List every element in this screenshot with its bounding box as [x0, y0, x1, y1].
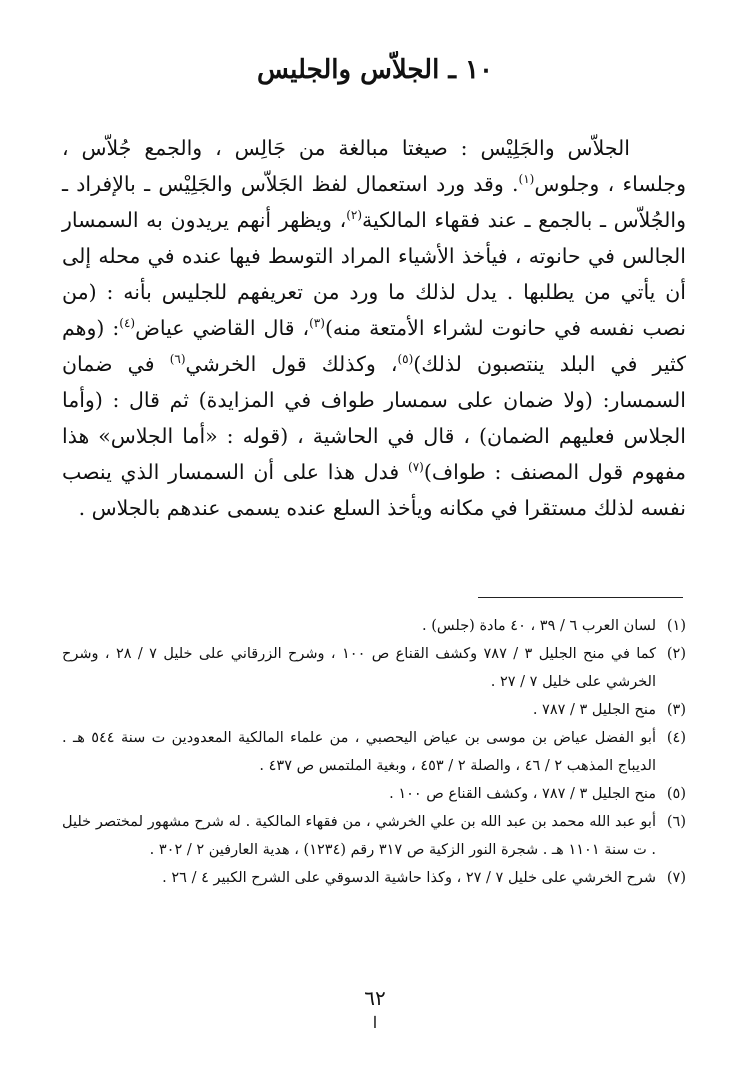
- footnote-text: كما في منح الجليل ٣ / ٧٨٧ وكشف القناع ص ١٠٠ ، وشرح الزرقاني على خليل ٧ / ٢٨ ، وشرح الخرشي على خليل ٧ / ٢٧ .: [62, 646, 657, 690]
- page-signature: ا: [372, 1013, 378, 1032]
- footnote-number: (٦): [666, 814, 686, 830]
- footnote-item: [62, 808, 686, 864]
- body-text: [62, 130, 686, 526]
- footnote-text: منح الجليل ٣ / ٧٨٧ ، وكشف القناع ص ١٠٠ .: [389, 786, 656, 802]
- footnote-number: (٥): [666, 786, 686, 802]
- footnote-item: [62, 640, 686, 696]
- footnote-number: (٧): [666, 870, 686, 886]
- footnote-text: أبو الفضل عياض بن موسى بن عياض اليحصبي ، من علماء المالكية المعدودين ت سنة ٥٤٤ هـ . الديباج المذهب ٢ / ٤٦ ، والصلة ٢ / ٤٥٣ ، وبغية الملتمس ص ٤٣٧ .: [62, 730, 656, 774]
- body-segment: . وقد ورد استعمال لفظ الجَلاّس والجَلِيْس ـ بالإفراد ـ والجُلاّس ـ بالجمع ـ عند فقهاء المالكية: [62, 172, 686, 232]
- body-segment: ، قال القاضي عياض: [135, 316, 310, 340]
- footnote-text: منح الجليل ٣ / ٧٨٧ .: [532, 702, 656, 718]
- footnote-item: [62, 612, 686, 640]
- footnote-marker: (٤): [119, 316, 136, 331]
- footnote-number: (٣): [666, 702, 686, 718]
- footnote-marker: (٥): [397, 352, 414, 367]
- footnote-item: [62, 696, 686, 724]
- footnote-number: (١): [666, 618, 686, 634]
- footnote-text: لسان العرب ٦ / ٣٩ ، ٤٠ مادة (جلس) .: [422, 618, 656, 634]
- footnote-marker: (٣): [309, 316, 325, 331]
- body-segment: ، ويظهر أنهم يريدون به السمسار الجالس في حانوته ، فيأخذ الأشياء المراد التوسط فيها عنده في محله إلى أن يأتي من يطلبها . يدل لذلك ما ورد من تعريفهم للجليس بأنه : (من نصب نفسه في حانوت لشراء الأمتعة منه): [62, 208, 687, 340]
- footnote-item: [62, 780, 686, 808]
- footnote-number: (٤): [666, 730, 686, 746]
- page-number: ٦٢: [364, 986, 386, 1010]
- body-segment: في ضمان السمسار: (ولا ضمان على سمسار طواف في المزايدة) ثم قال : (وأما الجلاس فعليهم الضمان) ، قال في الحاشية ، (قوله : «أما الجلاس» هذا مفهوم قول المصنف : طواف): [62, 352, 686, 484]
- footnote-marker: (٢): [346, 208, 363, 223]
- footnote-divider: [478, 597, 683, 598]
- footnote-text: شرح الخرشي على خليل ٧ / ٢٧ ، وكذا حاشية الدسوقي على الشرح الكبير ٤ / ٢٦ .: [162, 870, 656, 886]
- footnote-marker: (٦): [169, 352, 186, 367]
- body-segment: : (وهم كثير في البلد ينتصبون لذلك): [62, 316, 686, 376]
- footnotes-list: [62, 612, 686, 892]
- body-paragraph: [62, 130, 686, 526]
- body-segment: الجلاّس والجَلِيْس : صيغتا مبالغة من جَالِس ، والجمع جُلاّس ، وجلساء ، وجلوس: [62, 136, 686, 196]
- footnote-marker: (١): [518, 172, 535, 187]
- footnote-item: [62, 864, 686, 892]
- section-heading: ١٠ ـ الجلاّس والجليس: [257, 55, 493, 85]
- footnote-item: [62, 724, 686, 780]
- body-segment: فدل هذا على أن السمسار الذي ينصب نفسه لذلك مستقرا في مكانه ويأخذ السلع عنده يسمى عندهم بالجلاس .: [62, 460, 686, 520]
- footnote-text: أبو عبد الله محمد بن عبد الله بن علي الخرشي ، من فقهاء المالكية . له شرح مشهور لمختصر خليل . ت سنة ١١٠١ هـ . شجرة النور الزكية ص ٣١٧ رقم (١٢٣٤) ، هدية العارفين ٢ / ٣٠٢ .: [62, 814, 656, 858]
- footnote-number: (٢): [666, 646, 686, 662]
- body-segment: ، وكذلك قول الخرشي: [185, 352, 398, 376]
- footnote-marker: (٧): [408, 460, 424, 475]
